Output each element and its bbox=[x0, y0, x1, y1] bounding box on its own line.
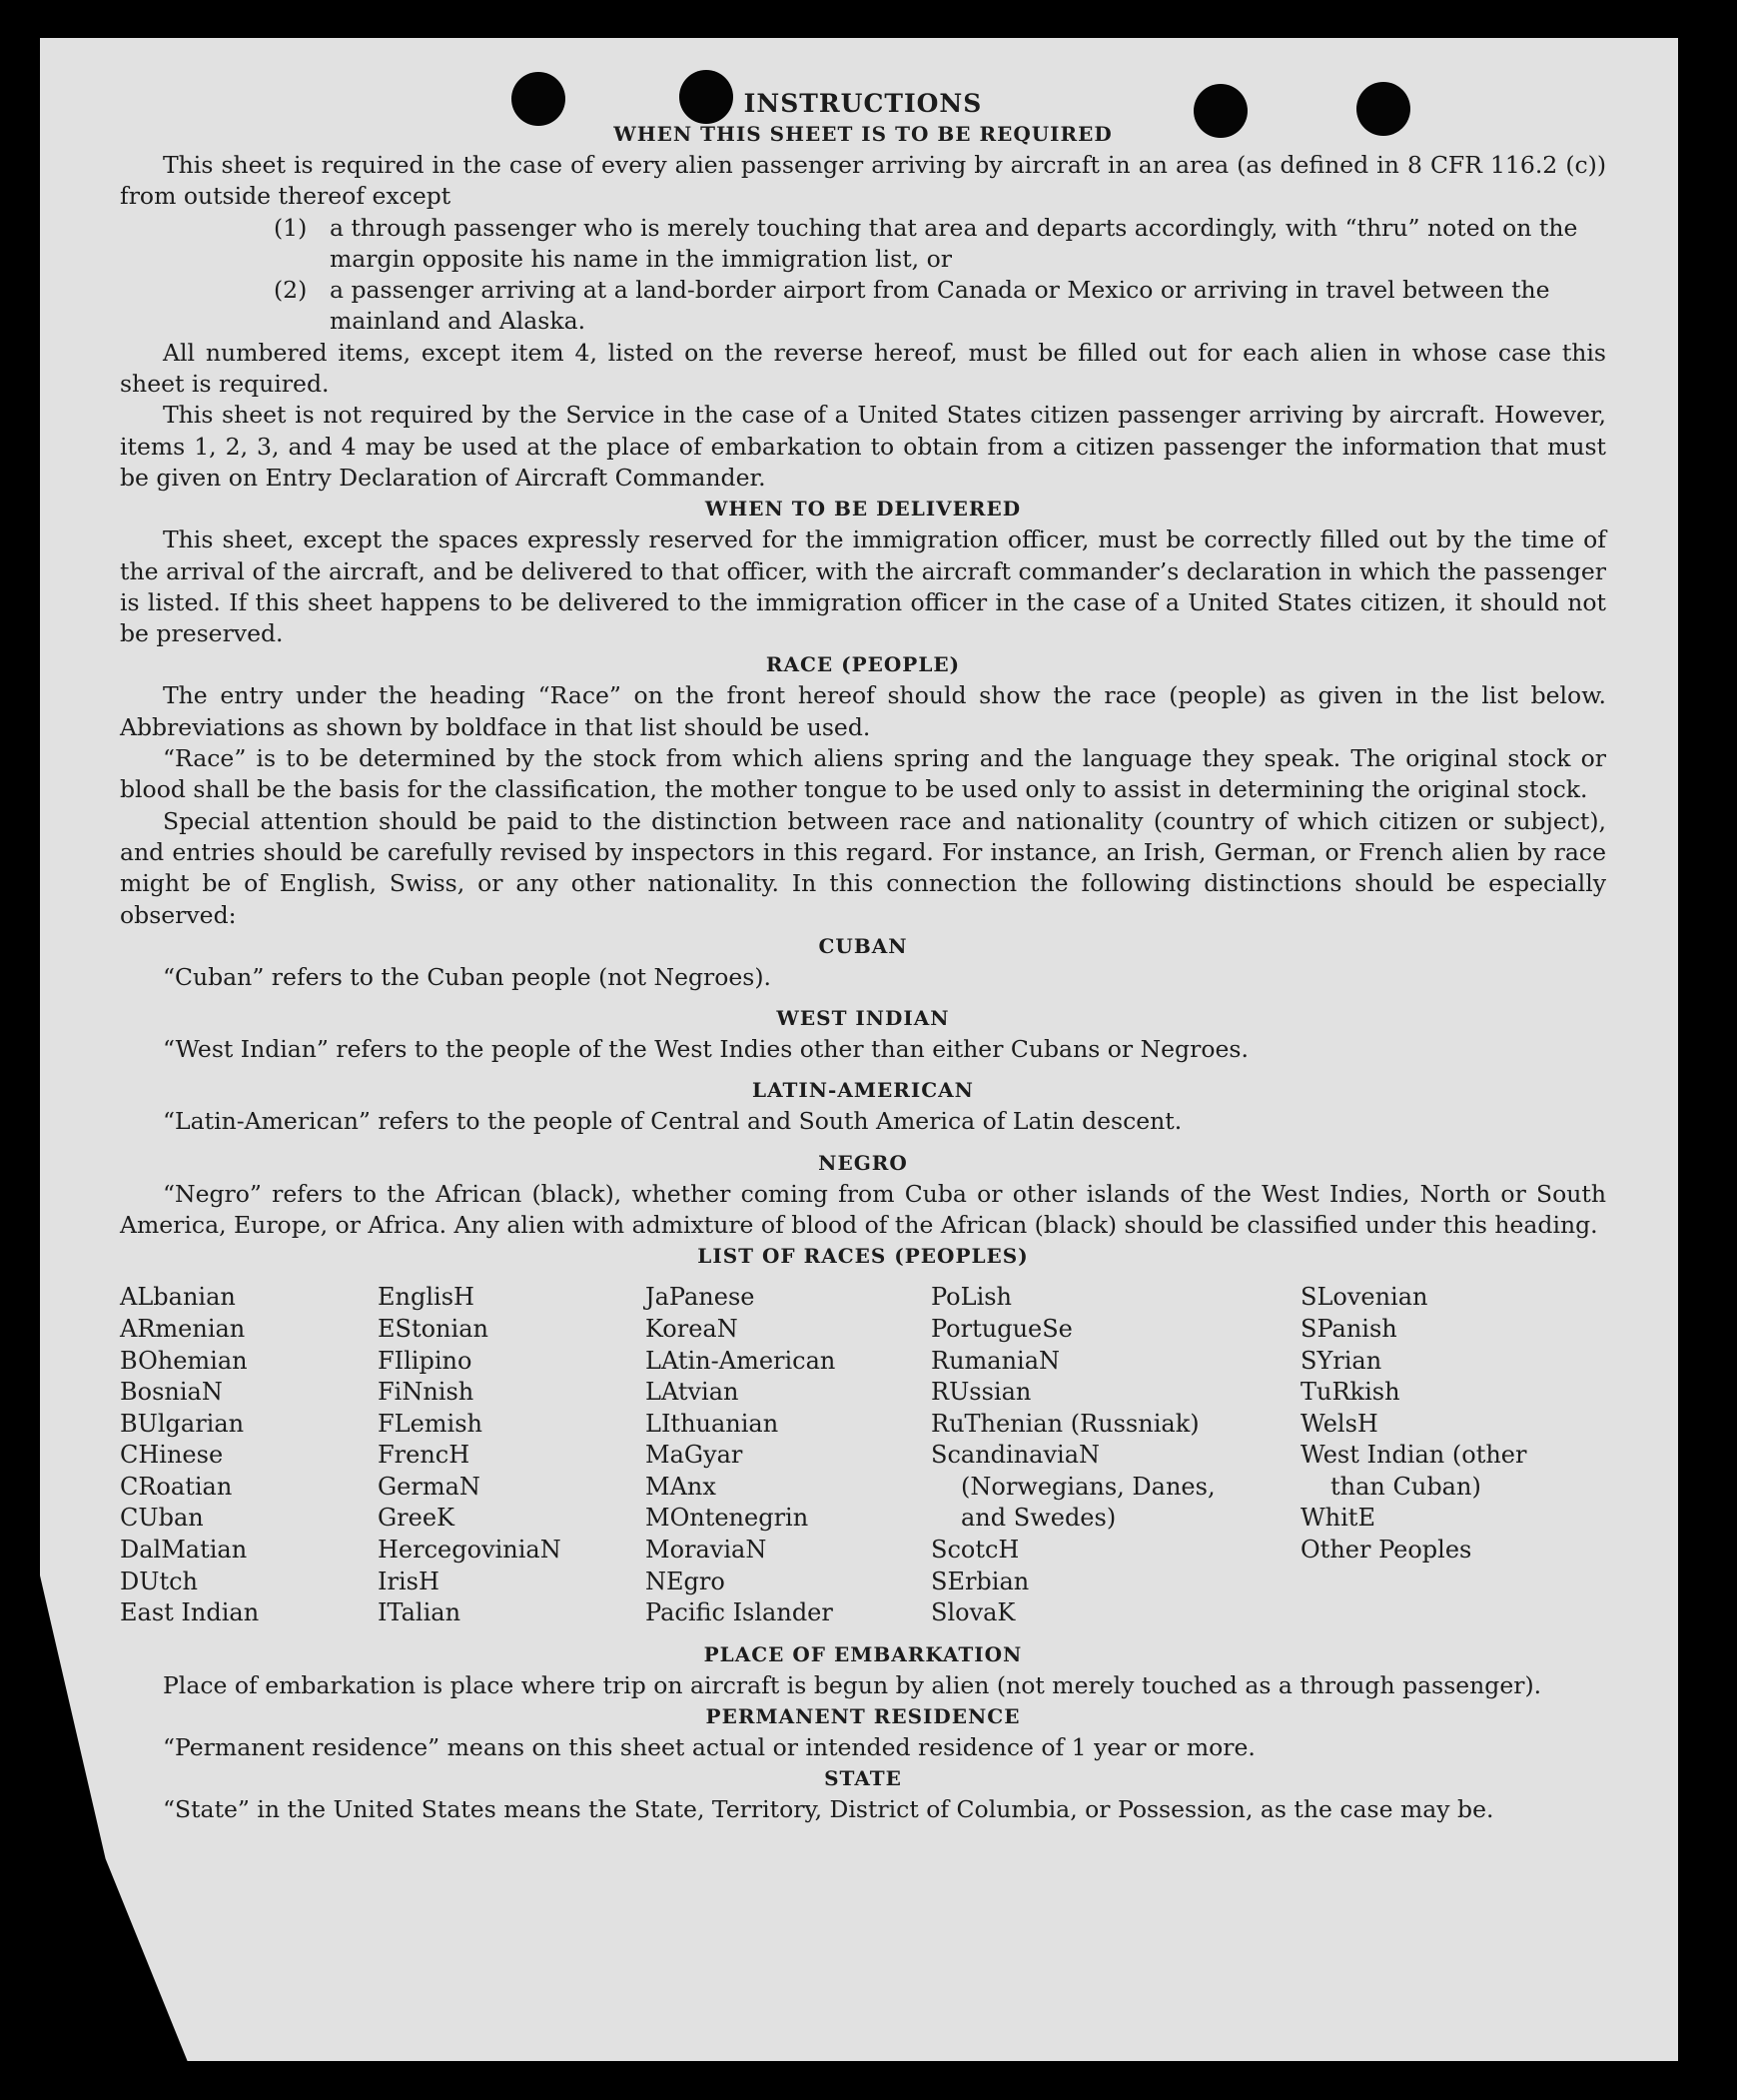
race-entry: SErbian bbox=[931, 1567, 1030, 1595]
race-entry: TuRkish bbox=[1301, 1378, 1400, 1407]
race-entry: LAtin-American bbox=[645, 1346, 836, 1375]
race-entry: KoreaN bbox=[645, 1314, 738, 1343]
section-heading-embarkation: PLACE OF EMBARKATION bbox=[703, 1641, 1023, 1666]
race-column bbox=[120, 1282, 378, 1629]
page-title: INSTRUCTIONS bbox=[743, 89, 983, 118]
race-entry: MoraviaN bbox=[645, 1536, 767, 1565]
race-entry: FLemish bbox=[378, 1409, 482, 1438]
race-entry: WhitE bbox=[1301, 1504, 1375, 1533]
exception-number: (2) bbox=[274, 276, 308, 305]
race-entry: FiNnish bbox=[378, 1378, 474, 1407]
race-entry: IrisH bbox=[378, 1567, 439, 1595]
citizen-paragraph: This sheet is not required by the Service in the case of a United States citizen passenger arriving by aircraft. However, items 1, 2, 3, and 4 may be used at the place of embarkation to obtain from a citizen passenger the information that must be given on Entry Declaration of Aircraft Commander. bbox=[120, 401, 1606, 492]
race-entry: BUlgarian bbox=[120, 1409, 245, 1438]
race-entry: WelsH bbox=[1301, 1409, 1378, 1438]
instructions-content bbox=[120, 88, 1606, 1826]
race-entry: Other Peoples bbox=[1301, 1536, 1472, 1565]
race-entry: RuThenian (Russniak) bbox=[931, 1409, 1200, 1438]
section-heading-state: STATE bbox=[824, 1766, 902, 1791]
race-entry: East Indian bbox=[120, 1598, 260, 1627]
section-heading-when-required: WHEN THIS SHEET IS TO BE REQUIRED bbox=[613, 122, 1113, 146]
race-entry: NEgro bbox=[645, 1567, 725, 1595]
race-paragraph: Special attention should be paid to the distinction between race and nationality (country of which citizen or subject), and entries should be carefully revised by inspectors in this regard. For instance, an Irish, German, or French alien by race might be of English, Swiss, or any other nationality. In this connection the following distinctions should be especially observed: bbox=[120, 806, 1606, 929]
race-entry: SPanish bbox=[1301, 1314, 1397, 1343]
race-entry: LIthuanian bbox=[645, 1409, 779, 1438]
race-entry: GermaN bbox=[378, 1472, 480, 1501]
residence-paragraph: “Permanent residence” means on this sheet actual or intended residence of 1 year or more. bbox=[163, 1733, 1256, 1762]
race-entry: ScandinaviaN (Norwegians, Danes, and Swedes) bbox=[931, 1441, 1216, 1533]
exception-text: a passenger arriving at a land-border airport from Canada or Mexico or arriving in travel between the mainland and Alaska. bbox=[330, 276, 1550, 336]
race-entry: CHinese bbox=[120, 1441, 224, 1470]
state-paragraph: “State” in the United States means the State, Territory, District of Columbia, or Possession, as the case may be. bbox=[163, 1795, 1494, 1824]
race-entry: CUban bbox=[120, 1504, 204, 1533]
race-entry: PortugueSe bbox=[931, 1314, 1073, 1343]
race-entry: SLovenian bbox=[1301, 1283, 1428, 1312]
section-heading-latin-american: LATIN-AMERICAN bbox=[752, 1078, 974, 1103]
race-entry: Pacific Islander bbox=[645, 1598, 833, 1627]
latin-american-paragraph: “Latin-American” refers to the people of Central and South America of Latin descent. bbox=[163, 1107, 1183, 1136]
race-entry: BosniaN bbox=[120, 1378, 223, 1407]
exception-item bbox=[120, 275, 1606, 338]
race-entry: ITalian bbox=[378, 1598, 461, 1627]
race-entry: PoLish bbox=[931, 1283, 1013, 1312]
section-heading-race: RACE (PEOPLE) bbox=[765, 652, 961, 677]
race-entry: MaGyar bbox=[645, 1441, 743, 1470]
delivered-paragraph: This sheet, except the spaces expressly reserved for the immigration officer, must be correctly filled out by the time of the arrival of the aircraft, and be delivered to that officer, with the aircraft commander’s declaration in which the passenger is listed. If this sheet happens to be delivered to the immigration officer in the case of a United States citizen, it should not be preserved. bbox=[120, 525, 1606, 648]
race-entry: DUtch bbox=[120, 1567, 199, 1595]
race-entry: MAnx bbox=[645, 1472, 716, 1501]
race-paragraph: “Race” is to be determined by the stock from which aliens spring and the language they speak. The original stock or blood shall be the basis for the classification, the mother tongue to be used only to assist in determining the original stock. bbox=[120, 744, 1606, 804]
race-entry: SlovaK bbox=[931, 1598, 1016, 1627]
race-entry: SYrian bbox=[1301, 1346, 1382, 1375]
section-heading-when-delivered: WHEN TO BE DELIVERED bbox=[704, 497, 1022, 522]
race-entry: CRoatian bbox=[120, 1472, 233, 1501]
exception-text: a through passenger who is merely touching that area and departs accordingly, with “thru” noted on the margin opposite his name in the immigration list, or bbox=[330, 213, 1578, 273]
race-paragraph: The entry under the heading “Race” on the front hereof should show the race (people) as given in the list below. Abbreviations as shown by boldface in that list should be used. bbox=[120, 681, 1606, 741]
race-list bbox=[120, 1282, 1606, 1629]
race-entry: ScotcH bbox=[931, 1536, 1020, 1565]
race-entry: EnglisH bbox=[378, 1283, 474, 1312]
race-column bbox=[645, 1282, 931, 1629]
race-entry: MOntenegrin bbox=[645, 1504, 809, 1533]
negro-paragraph: “Negro” refers to the African (black), whether coming from Cuba or other islands of the West Indies, North or South America, Europe, or Africa. Any alien with admixture of blood of the African (black) should be classified under this heading. bbox=[120, 1179, 1606, 1240]
section-heading-cuban: CUBAN bbox=[818, 933, 908, 958]
race-entry: ALbanian bbox=[120, 1283, 236, 1312]
race-entry: DalMatian bbox=[120, 1536, 248, 1565]
race-entry: JaPanese bbox=[645, 1283, 755, 1312]
race-entry: EStonian bbox=[378, 1314, 488, 1343]
race-entry: HercegoviniaN bbox=[378, 1536, 561, 1565]
race-column bbox=[1301, 1282, 1572, 1629]
exception-item bbox=[120, 213, 1606, 276]
section-heading-west-indian: WEST INDIAN bbox=[776, 1006, 950, 1031]
section-heading-list-of-races: LIST OF RACES (PEOPLES) bbox=[697, 1244, 1029, 1269]
race-column bbox=[931, 1282, 1223, 1629]
race-entry: ARmenian bbox=[120, 1314, 246, 1343]
race-entry: BOhemian bbox=[120, 1346, 248, 1375]
race-entry: RUssian bbox=[931, 1378, 1032, 1407]
race-entry: LAtvian bbox=[645, 1378, 739, 1407]
race-entry: FIlipino bbox=[378, 1346, 472, 1375]
race-entry: FrencH bbox=[378, 1441, 470, 1470]
race-entry: GreeK bbox=[378, 1504, 454, 1533]
race-column bbox=[378, 1282, 645, 1629]
race-entry: RumaniaN bbox=[931, 1346, 1061, 1375]
embarkation-paragraph: Place of embarkation is place where trip on aircraft is begun by alien (not merely touched as a through passenger). bbox=[163, 1670, 1542, 1699]
west-indian-paragraph: “West Indian” refers to the people of the West Indies other than either Cubans or Negroes. bbox=[163, 1035, 1249, 1064]
intro-paragraph: This sheet is required in the case of every alien passenger arriving by aircraft in an area (as defined in 8 CFR 116.2 (c)) from outside thereof except bbox=[120, 151, 1606, 211]
numbered-items-paragraph: All numbered items, except item 4, listed on the reverse hereof, must be filled out for each alien in whose case this sheet is required. bbox=[120, 338, 1606, 399]
race-entry: West Indian (other than Cuban) bbox=[1301, 1441, 1527, 1501]
exception-number: (1) bbox=[274, 213, 308, 242]
section-heading-negro: NEGRO bbox=[818, 1150, 908, 1175]
cuban-paragraph: “Cuban” refers to the Cuban people (not Negroes). bbox=[163, 962, 772, 991]
section-heading-permanent-residence: PERMANENT RESIDENCE bbox=[705, 1704, 1021, 1729]
